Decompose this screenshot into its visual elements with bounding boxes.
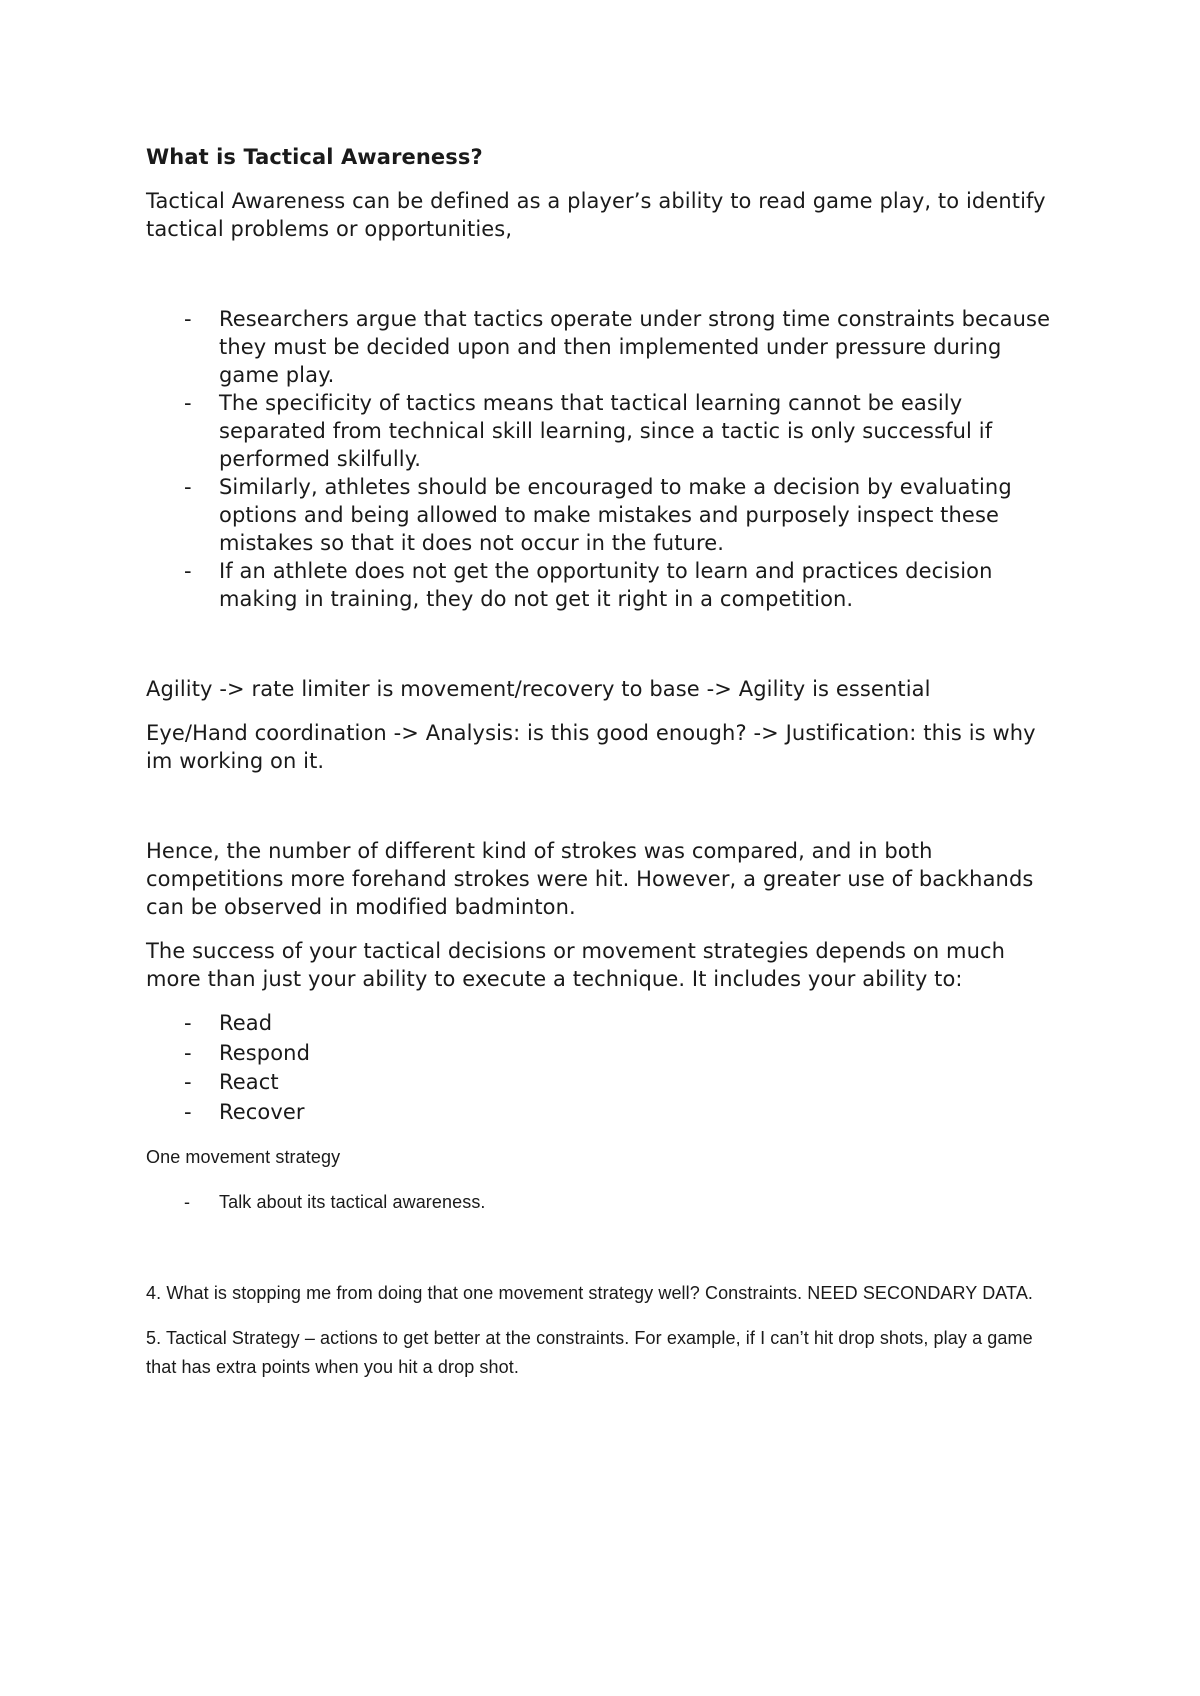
success-paragraph: The success of your tactical decisions or movement strategies depends on much more than just your ability to execute a technique. It includes your ability to: — [146, 939, 1006, 991]
page-title: What is Tactical Awareness? — [146, 145, 483, 169]
list-item: - Talk about its tactical awareness. — [146, 1188, 1066, 1217]
strategy-heading: One movement strategy — [146, 1147, 341, 1167]
intro-paragraph: Tactical Awareness can be defined as a player’s ability to read game play, to identify tactical problems or opportunities, — [146, 189, 1046, 241]
list-item: - React — [146, 1068, 1066, 1098]
research-bullet-list — [146, 305, 1066, 613]
question-5: 5. Tactical Strategy – actions to get better at the constraints. For example, if I can’t hit drop shots, play a game that has extra points when you hit a drop shot. — [146, 1328, 1033, 1377]
spacer — [146, 1233, 1066, 1279]
list-item: - Similarly, athletes should be encouraged to make a decision by evaluating options and being allowed to make mistakes and purposely inspect these mistakes so that it does not occur in the future. — [146, 473, 1066, 557]
question-4: 4. What is stopping me from doing that one movement strategy well? Constraints. NEED SECONDARY DATA. — [146, 1283, 1034, 1303]
list-item: - Researchers argue that tactics operate under strong time constraints because they must be decided upon and then implemented under pressure during game play. — [146, 305, 1066, 389]
abilities-list — [146, 1009, 1066, 1127]
eye-hand-note: Eye/Hand coordination -> Analysis: is this good enough? -> Justification: this is why im working on it. — [146, 721, 1036, 773]
list-item: - Recover — [146, 1098, 1066, 1128]
list-item: - If an athlete does not get the opportunity to learn and practices decision making in training, they do not get it right in a competition. — [146, 557, 1066, 613]
agility-note: Agility -> rate limiter is movement/recovery to base -> Agility is essential — [146, 677, 931, 701]
list-item: - Read — [146, 1009, 1066, 1039]
spacer — [146, 791, 1066, 837]
list-item: - The specificity of tactics means that tactical learning cannot be easily separated from technical skill learning, since a tactic is only successful if performed skilfully. — [146, 389, 1066, 473]
hence-paragraph: Hence, the number of different kind of strokes was compared, and in both competitions more forehand strokes were hit. However, a greater use of backhands can be observed in modified badminton. — [146, 839, 1034, 919]
strategy-list — [146, 1188, 1066, 1217]
spacer — [146, 629, 1066, 675]
spacer — [146, 259, 1066, 305]
document-body — [146, 143, 1066, 1398]
list-item: - Respond — [146, 1039, 1066, 1069]
